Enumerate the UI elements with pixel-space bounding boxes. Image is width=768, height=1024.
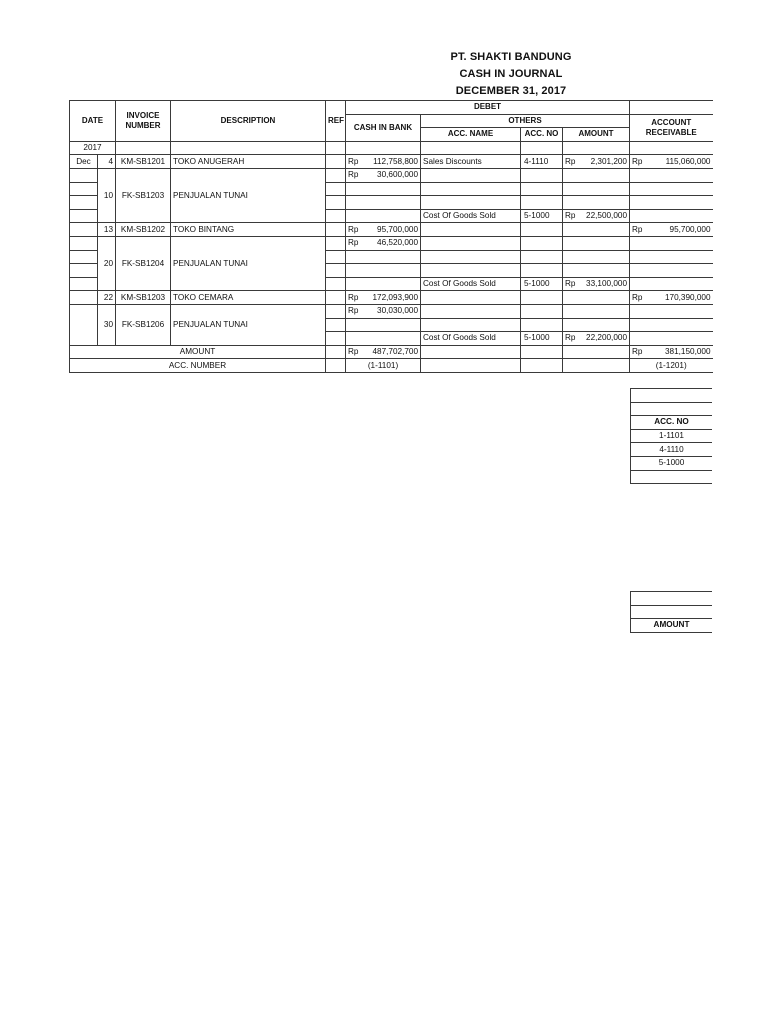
others-amount bbox=[563, 304, 630, 318]
description-cell: TOKO BINTANG bbox=[171, 223, 326, 237]
month-cell bbox=[70, 196, 98, 210]
total-account-receivable bbox=[630, 345, 713, 359]
ar-acc-number: (1-1201) bbox=[630, 359, 713, 373]
header-row-1 bbox=[70, 101, 713, 115]
others-amount bbox=[563, 291, 630, 305]
others-amount bbox=[563, 182, 630, 196]
cash-in-bank bbox=[346, 291, 421, 305]
acc-no-cell: 5-1000 bbox=[521, 332, 563, 346]
ref-cell bbox=[326, 196, 346, 210]
acc-no-cell bbox=[521, 304, 563, 318]
ref-cell bbox=[326, 168, 346, 182]
acc-no-cell bbox=[521, 264, 563, 278]
journal-date: DECEMBER 31, 2017 bbox=[455, 85, 567, 97]
ref-cell bbox=[326, 345, 346, 359]
acc-no-cell bbox=[521, 236, 563, 250]
day-cell: 13 bbox=[98, 223, 116, 237]
empty-cell bbox=[346, 141, 421, 155]
account-receivable-value: 95,700,000 bbox=[669, 224, 711, 234]
acc-no-cell bbox=[521, 168, 563, 182]
empty-cell bbox=[631, 402, 713, 416]
day-cell: 22 bbox=[98, 291, 116, 305]
ref-cell bbox=[326, 223, 346, 237]
acc-no-cell bbox=[521, 182, 563, 196]
empty-cell bbox=[563, 359, 630, 373]
cash-in-bank bbox=[346, 196, 421, 210]
side-row bbox=[631, 470, 713, 484]
cash-acc-number: (1-1101) bbox=[346, 359, 421, 373]
description-cell: PENJUALAN TUNAI bbox=[171, 168, 326, 222]
invoice-cell: KM-SB1201 bbox=[116, 155, 171, 169]
acc-number-row bbox=[70, 359, 713, 373]
acc-no-cell bbox=[521, 318, 563, 332]
currency-symbol: Rp bbox=[348, 156, 359, 166]
empty-cell bbox=[326, 141, 346, 155]
account-receivable-header: ACCOUNT RECEIVABLE bbox=[630, 114, 713, 141]
year-row bbox=[70, 141, 713, 155]
acc-name-cell bbox=[421, 318, 521, 332]
total-label: AMOUNT bbox=[70, 345, 326, 359]
description-cell: TOKO CEMARA bbox=[171, 291, 326, 305]
cash-in-bank bbox=[346, 236, 421, 250]
journal-row bbox=[70, 168, 713, 182]
day-cell: 20 bbox=[98, 236, 116, 290]
side-row bbox=[631, 456, 713, 470]
empty-cell bbox=[521, 359, 563, 373]
ref-header: REF bbox=[326, 101, 346, 142]
acc-no-value: 1-1101 bbox=[631, 429, 713, 443]
cash-in-bank-value: 30,600,000 bbox=[377, 170, 418, 180]
ref-cell bbox=[326, 277, 346, 291]
day-cell: 10 bbox=[98, 168, 116, 222]
total-cash-in-bank-value: 487,702,700 bbox=[372, 346, 418, 356]
acc-no-cell bbox=[521, 196, 563, 210]
month-cell bbox=[70, 236, 98, 250]
account-receivable bbox=[630, 318, 713, 332]
account-receivable bbox=[630, 182, 713, 196]
acc-name-cell bbox=[421, 291, 521, 305]
others-amount bbox=[563, 196, 630, 210]
cash-in-bank bbox=[346, 223, 421, 237]
others-header: OTHERS bbox=[421, 114, 630, 128]
account-receivable bbox=[630, 291, 713, 305]
empty-cell bbox=[631, 389, 713, 403]
account-number-table bbox=[630, 388, 712, 484]
cash-in-bank-value: 172,093,900 bbox=[372, 292, 418, 302]
acc-name-cell bbox=[421, 236, 521, 250]
account-receivable-value: 115,060,000 bbox=[665, 156, 711, 166]
acc-no-value: 4-1110 bbox=[631, 443, 713, 457]
account-receivable bbox=[630, 155, 713, 169]
acc-name-cell: Cost Of Goods Sold bbox=[421, 332, 521, 346]
others-amount bbox=[563, 168, 630, 182]
currency-symbol: Rp bbox=[348, 224, 359, 234]
others-amount bbox=[563, 209, 630, 223]
total-account-receivable-value: 381,150,000 bbox=[664, 346, 711, 356]
empty-cell bbox=[631, 605, 713, 619]
empty-cell bbox=[421, 345, 521, 359]
company-name: PT. SHAKTI BANDUNG bbox=[450, 51, 572, 63]
ref-cell bbox=[326, 155, 346, 169]
invoice-cell: FK-SB1206 bbox=[116, 304, 171, 345]
description-cell: TOKO ANUGERAH bbox=[171, 155, 326, 169]
others-amount bbox=[563, 155, 630, 169]
ref-cell bbox=[326, 291, 346, 305]
side-row bbox=[631, 416, 713, 430]
cash-in-bank bbox=[346, 332, 421, 346]
side-row bbox=[631, 402, 713, 416]
cash-in-bank-value: 30,030,000 bbox=[377, 306, 418, 316]
month-cell bbox=[70, 182, 98, 196]
acc-no-value: 5-1000 bbox=[631, 456, 713, 470]
invoice-cell: KM-SB1202 bbox=[116, 223, 171, 237]
account-receivable bbox=[630, 236, 713, 250]
journal-row bbox=[70, 223, 713, 237]
acc-name-cell bbox=[421, 304, 521, 318]
others-amount bbox=[563, 236, 630, 250]
currency-symbol: Rp bbox=[632, 224, 643, 234]
acc-no-cell: 5-1000 bbox=[521, 209, 563, 223]
empty-cell bbox=[116, 141, 171, 155]
empty-cell bbox=[630, 141, 713, 155]
account-receivable bbox=[630, 196, 713, 210]
currency-symbol: Rp bbox=[348, 238, 359, 248]
journal-title: CASH IN JOURNAL bbox=[459, 68, 563, 80]
cash-in-bank bbox=[346, 277, 421, 291]
acc-no-cell bbox=[521, 223, 563, 237]
currency-symbol: Rp bbox=[348, 306, 359, 316]
acc-name-cell bbox=[421, 250, 521, 264]
acc-name-cell: Sales Discounts bbox=[421, 155, 521, 169]
acc-no-cell bbox=[521, 291, 563, 305]
currency-symbol: Rp bbox=[565, 333, 576, 343]
empty-cell bbox=[421, 359, 521, 373]
ref-cell bbox=[326, 250, 346, 264]
account-receivable bbox=[630, 250, 713, 264]
invoice-cell: FK-SB1203 bbox=[116, 168, 171, 222]
empty-cell bbox=[521, 141, 563, 155]
account-receivable bbox=[630, 209, 713, 223]
acc-name-cell bbox=[421, 223, 521, 237]
cash-in-bank-value: 112,758,800 bbox=[373, 156, 418, 166]
empty-cell bbox=[421, 141, 521, 155]
currency-symbol: Rp bbox=[632, 156, 643, 166]
acc-name-cell bbox=[421, 196, 521, 210]
acc-no-cell bbox=[521, 250, 563, 264]
acc-name-cell bbox=[421, 182, 521, 196]
cash-in-bank-value: 95,700,000 bbox=[377, 224, 418, 234]
currency-symbol: Rp bbox=[565, 156, 576, 166]
ref-cell bbox=[326, 236, 346, 250]
others-amount bbox=[563, 223, 630, 237]
empty-cell bbox=[630, 101, 713, 115]
currency-symbol: Rp bbox=[632, 346, 643, 356]
currency-symbol: Rp bbox=[565, 211, 576, 221]
month-cell bbox=[70, 250, 98, 264]
others-amount-value: 2,301,200 bbox=[590, 156, 627, 166]
ref-cell bbox=[326, 304, 346, 318]
cash-in-journal-table bbox=[69, 100, 713, 373]
acc-no-cell: 4-1110 bbox=[521, 155, 563, 169]
amount-table bbox=[630, 591, 712, 633]
cash-in-bank-value: 46,520,000 bbox=[377, 238, 418, 248]
side-row bbox=[631, 443, 713, 457]
account-receivable bbox=[630, 332, 713, 346]
empty-cell bbox=[631, 592, 713, 606]
total-cash-in-bank bbox=[346, 345, 421, 359]
empty-cell bbox=[521, 345, 563, 359]
journal-row bbox=[70, 291, 713, 305]
acc-no-header: ACC. NO bbox=[631, 416, 713, 430]
cash-in-bank bbox=[346, 318, 421, 332]
currency-symbol: Rp bbox=[348, 346, 359, 356]
others-amount bbox=[563, 277, 630, 291]
totals-row bbox=[70, 345, 713, 359]
account-receivable bbox=[630, 304, 713, 318]
date-header: DATE bbox=[70, 101, 116, 142]
ref-cell bbox=[326, 359, 346, 373]
month-cell: Dec bbox=[70, 155, 98, 169]
invoice-cell: KM-SB1203 bbox=[116, 291, 171, 305]
side-row bbox=[631, 389, 713, 403]
month-cell bbox=[70, 264, 98, 278]
account-receivable-value: 170,390,000 bbox=[664, 292, 711, 302]
cash-in-bank bbox=[346, 304, 421, 318]
ref-cell bbox=[326, 332, 346, 346]
month-cell bbox=[70, 223, 98, 237]
month-cell bbox=[70, 277, 98, 291]
invoice-header: INVOICE NUMBER bbox=[116, 101, 171, 142]
ref-cell bbox=[326, 209, 346, 223]
currency-symbol: Rp bbox=[348, 292, 359, 302]
others-amount bbox=[563, 264, 630, 278]
empty-cell bbox=[563, 345, 630, 359]
month-cell bbox=[70, 168, 98, 182]
ref-cell bbox=[326, 264, 346, 278]
others-amount-value: 22,500,000 bbox=[586, 211, 627, 221]
debet-header: DEBET bbox=[346, 101, 630, 115]
acc-number-label: ACC. NUMBER bbox=[70, 359, 326, 373]
empty-cell bbox=[171, 141, 326, 155]
empty-cell bbox=[563, 141, 630, 155]
empty-cell bbox=[631, 470, 713, 484]
amount-header: AMOUNT bbox=[563, 128, 630, 142]
acc-name-cell bbox=[421, 264, 521, 278]
cash-in-bank-header: CASH IN BANK bbox=[346, 114, 421, 141]
others-amount-value: 33,100,000 bbox=[586, 279, 627, 289]
account-receivable bbox=[630, 277, 713, 291]
ref-cell bbox=[326, 318, 346, 332]
currency-symbol: Rp bbox=[348, 170, 359, 180]
day-cell: 30 bbox=[98, 304, 116, 345]
cash-in-bank bbox=[346, 250, 421, 264]
others-amount bbox=[563, 318, 630, 332]
description-cell: PENJUALAN TUNAI bbox=[171, 304, 326, 345]
ref-cell bbox=[326, 182, 346, 196]
month-cell bbox=[70, 304, 98, 345]
currency-symbol: Rp bbox=[565, 279, 576, 289]
acc-no-cell: 5-1000 bbox=[521, 277, 563, 291]
cash-in-bank bbox=[346, 209, 421, 223]
cash-in-bank bbox=[346, 155, 421, 169]
others-amount bbox=[563, 332, 630, 346]
account-receivable bbox=[630, 223, 713, 237]
acc-no-header: ACC. NO bbox=[521, 128, 563, 142]
day-cell: 4 bbox=[98, 155, 116, 169]
side-row bbox=[631, 429, 713, 443]
account-receivable bbox=[630, 168, 713, 182]
acc-name-cell: Cost Of Goods Sold bbox=[421, 209, 521, 223]
others-amount-value: 22,200,000 bbox=[586, 333, 627, 343]
invoice-cell: FK-SB1204 bbox=[116, 236, 171, 290]
others-amount bbox=[563, 250, 630, 264]
description-header: DESCRIPTION bbox=[171, 101, 326, 142]
year-cell: 2017 bbox=[70, 141, 116, 155]
account-receivable bbox=[630, 264, 713, 278]
cash-in-bank bbox=[346, 168, 421, 182]
journal-row bbox=[70, 236, 713, 250]
month-cell bbox=[70, 291, 98, 305]
acc-name-cell: Cost Of Goods Sold bbox=[421, 277, 521, 291]
journal-row bbox=[70, 304, 713, 318]
cash-in-bank bbox=[346, 182, 421, 196]
month-cell bbox=[70, 209, 98, 223]
cash-in-bank bbox=[346, 264, 421, 278]
acc-name-cell bbox=[421, 168, 521, 182]
amount-label: AMOUNT bbox=[631, 619, 713, 633]
currency-symbol: Rp bbox=[632, 292, 643, 302]
journal-row bbox=[70, 155, 713, 169]
acc-name-header: ACC. NAME bbox=[421, 128, 521, 142]
description-cell: PENJUALAN TUNAI bbox=[171, 236, 326, 290]
